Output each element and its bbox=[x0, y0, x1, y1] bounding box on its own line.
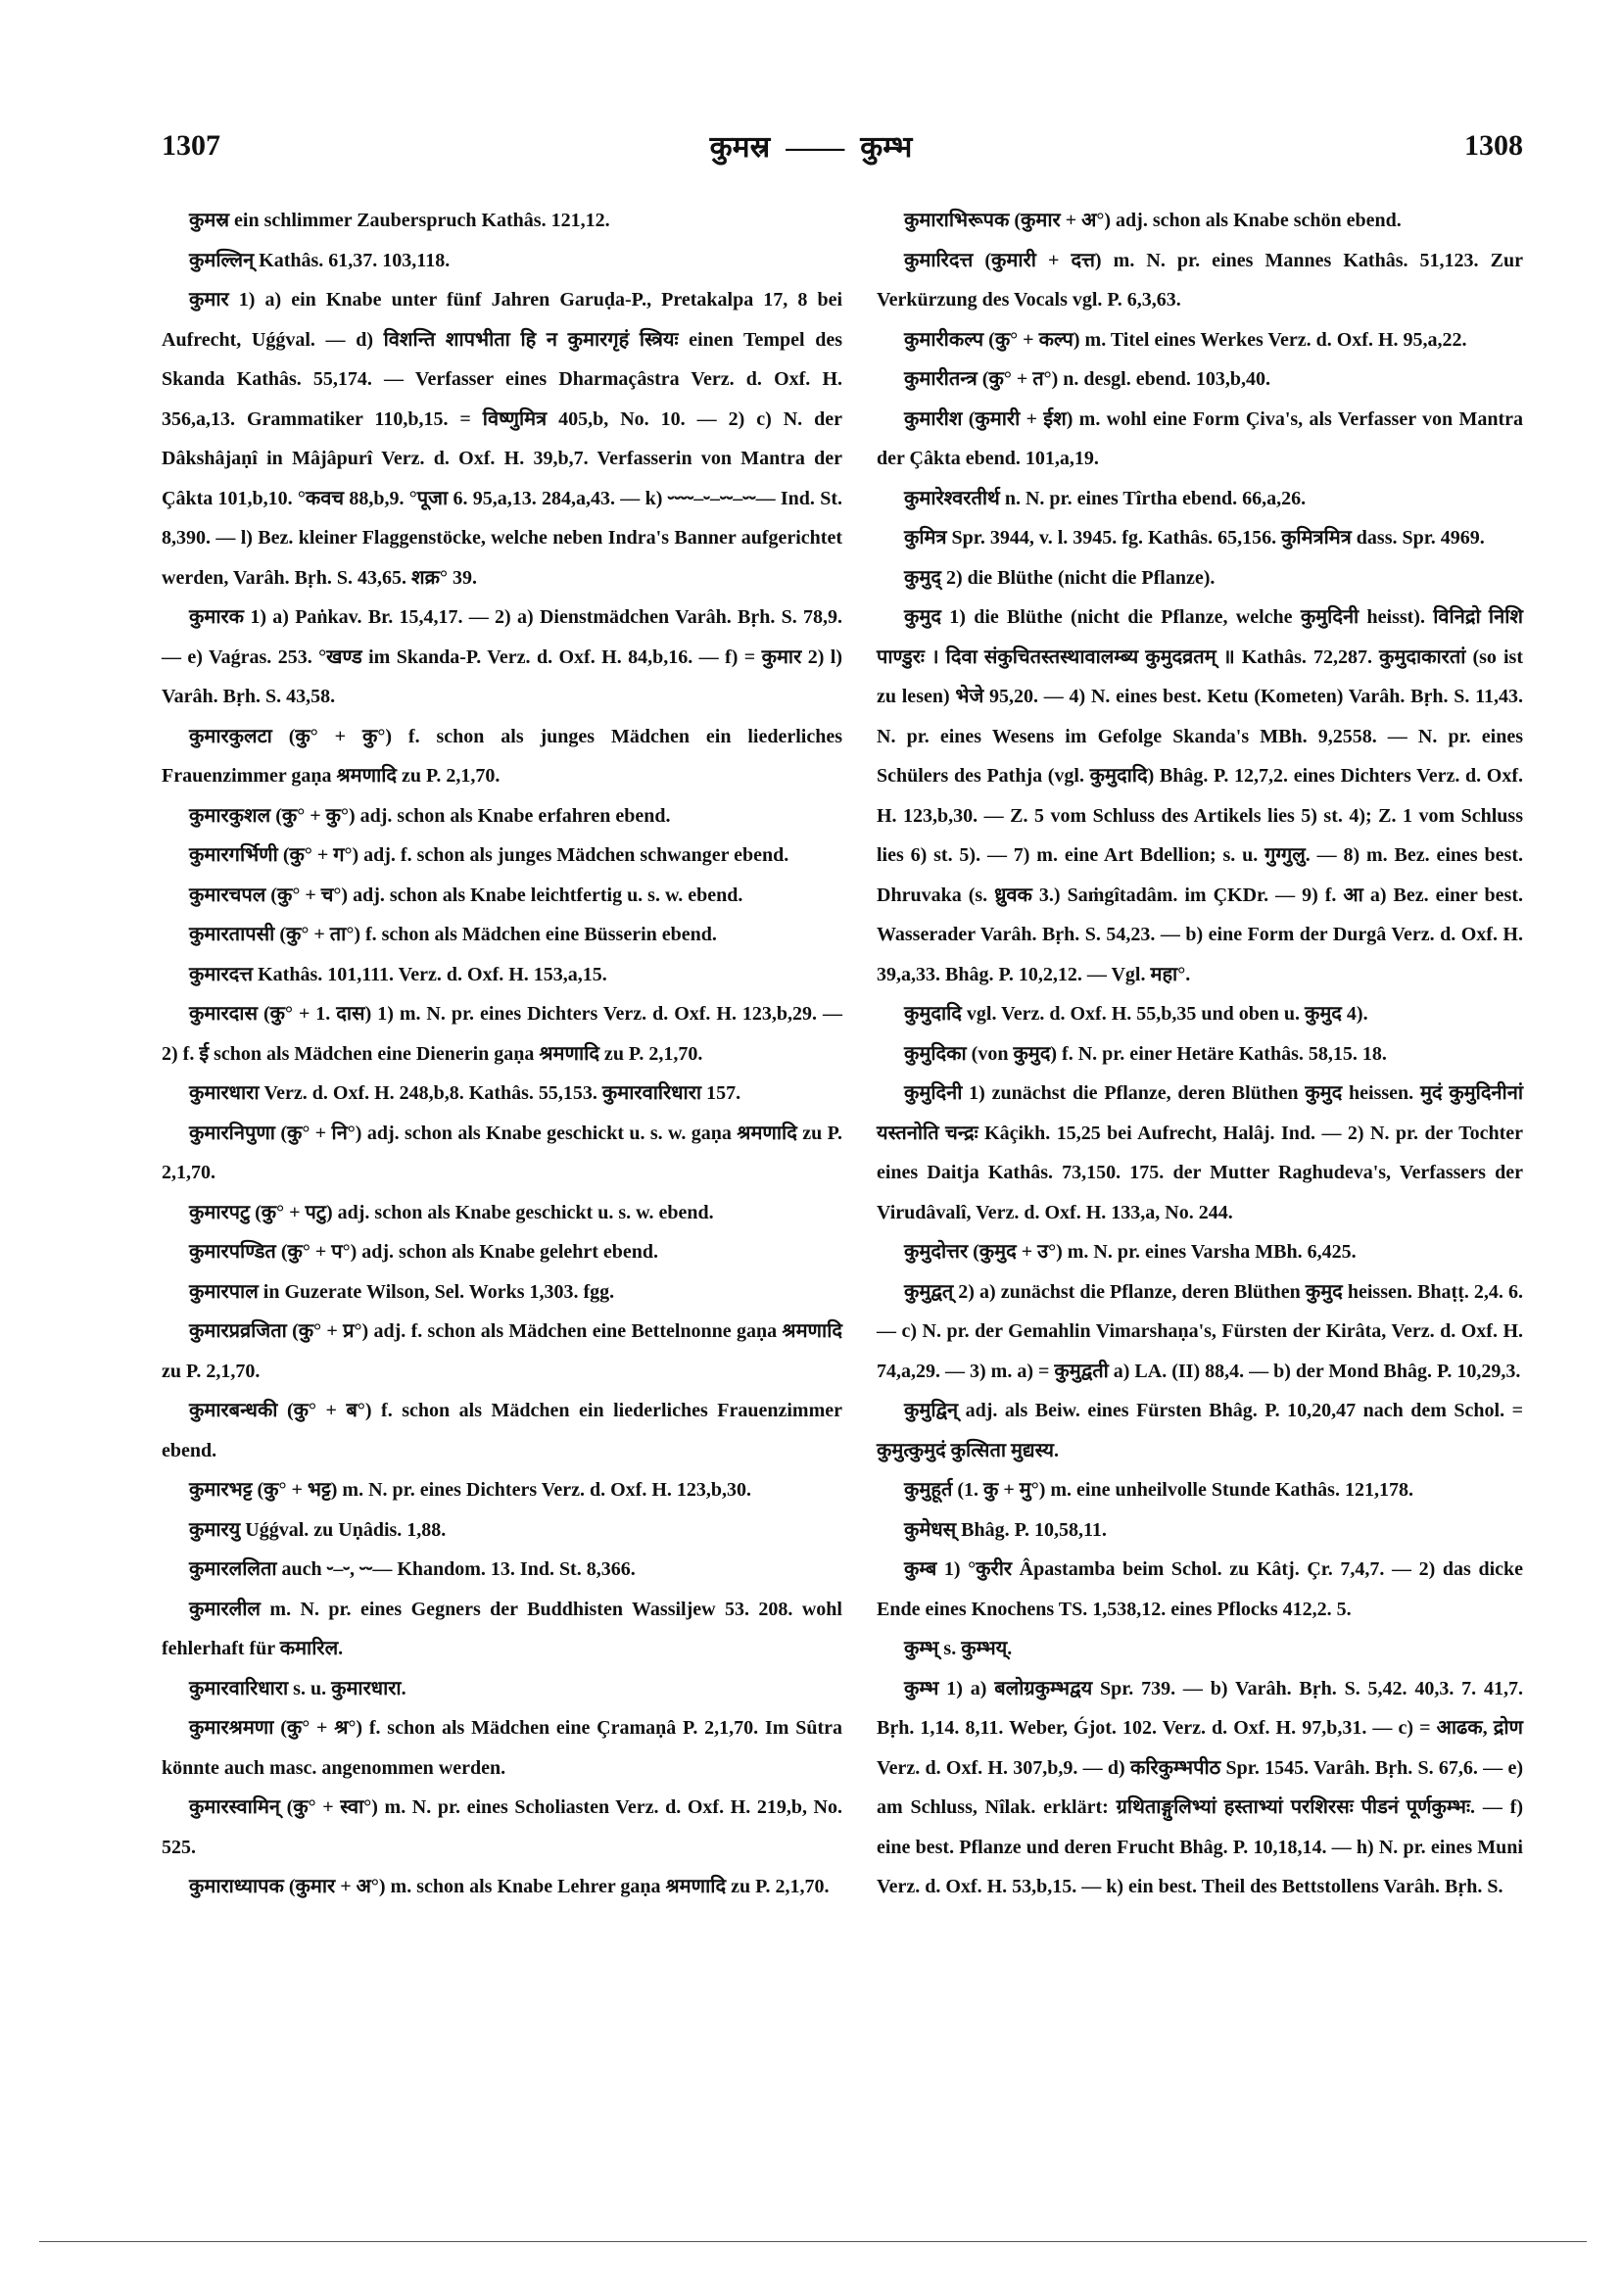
dictionary-entry: कुमारदास (कु° + 1. दास) 1) m. N. pr. eines Dichters Verz. d. Oxf. H. 123,b,29. — 2) f. ई schon als Mädchen eine Dienerin gaṇa श्रमणादि zu P. 2,1,70. bbox=[162, 1003, 842, 1065]
dictionary-entry: कुमुद्वत् 2) a) zunächst die Pflanze, deren Blüthen कुमुद heissen. Bhaṭṭ. 2,4. 6. — c) N. pr. der Gemahlin Vimarshaṇa's, Fürsten der Kirâta, Verz. d. Oxf. H. 74,a,29. — 3) m. a) = कुमुद्वती a) LA. (II) 88,4. — b) der Mond Bhâg. P. 10,29,3. bbox=[877, 1280, 1523, 1382]
dictionary-entry: कुमारकुशल (कु° + कु°) adj. schon als Knabe erfahren ebend. bbox=[189, 804, 671, 827]
dictionary-entry: कुमुदिनी 1) zunächst die Pflanze, deren Blüthen कुमुद heissen. मुदं कुमुदिनीनां यस्तनोति चन्द्रः Kâçikh. 15,25 bei Aufrecht, Halâj. Ind. — 2) N. pr. der Tochter eines Daitja Kathâs. 73,150. 175. der Mutter Raghudeva's, Verfassers der Virudâvalî, Verz. d. Oxf. H. 133,a, No. 244. bbox=[877, 1082, 1523, 1223]
dictionary-entry: कुमाराभिरूपक (कुमार + अ°) adj. schon als Knabe schön ebend. bbox=[904, 210, 1402, 231]
footer-rule bbox=[39, 2241, 1587, 2242]
dictionary-entry: कुमल्लिन् Kathâs. 61,37. 103,118. bbox=[189, 249, 451, 271]
page-number-right: 1308 bbox=[1464, 129, 1523, 162]
dictionary-entry: कुमारलील m. N. pr. eines Gegners der Buddhisten Wassiljew 53. 208. wohl fehlerhaft für कमारिल. bbox=[162, 1598, 842, 1659]
dictionary-entry: कुम्भ 1) a) बलोग्रकुम्भद्वय Spr. 739. — b) Varâh. Bṛh. S. 5,42. 40,3. 7. 41,7. Bṛh. 1,14. 8,11. Weber, Ǵjot. 102. Verz. d. Oxf. H. 97,b,31. — c) = आढक, द्रोण Verz. d. Oxf. H. 307,b,9. — d) करिकुम्भपीठ Spr. 1545. Varâh. Bṛh. S. 67,6. — e) am Schluss, Nîlak. erklärt: ग्रथिताङ्गुलिभ्यां हस्ताभ्यां परशिरसः पीडनं पूर्णकुम्भः. — f) eine best. Pflanze und deren Frucht Bhâg. P. 10,18,14. — h) N. pr. eines Muni Verz. d. Oxf. H. 53,b,15. — k) ein best. Theil des Bettstollens Varâh. Bṛh. S. bbox=[877, 1677, 1523, 1897]
dictionary-entry: कुमारपटु (कु° + पटु) adj. schon als Knabe geschickt u. s. w. ebend. bbox=[189, 1201, 714, 1223]
dictionary-entry: कुमारललिता auch ⏑–⏑, ⏑⏑–– Khandom. 13. Ind. St. 8,366. bbox=[189, 1558, 636, 1580]
dictionary-entry: कुमारीश (कुमारी + ईश) m. wohl eine Form Çiva's, als Verfasser von Mantra der Çâkta ebend. 101,a,19. bbox=[877, 407, 1523, 469]
dictionary-entry: कुमुदिका (von कुमुद) f. N. pr. einer Hetäre Kathâs. 58,15. 18. bbox=[904, 1042, 1387, 1065]
dictionary-entry: कुमारयु Uǵǵval. zu Uṇâdis. 1,88. bbox=[189, 1518, 447, 1541]
dictionary-entry: कुमारबन्धकी (कु° + ब°) f. schon als Mädchen ein liederliches Frauenzimmer ebend. bbox=[162, 1400, 842, 1461]
dictionary-entry: कुमुद्विन् adj. als Beiw. eines Fürsten Bhâg. P. 10,20,47 nach dem Schol. = कुमुत्कुमुदं कुत्सिता मुद्यस्य. bbox=[877, 1400, 1523, 1461]
dictionary-entry: कुमारवारिधारा s. u. कुमारधारा. bbox=[189, 1677, 406, 1699]
running-head-last-word: कुम्भ bbox=[860, 131, 913, 164]
dictionary-entry: कुमाराध्यापक (कुमार + अ°) m. schon als Knabe Lehrer gaṇa श्रमणादि zu P. 2,1,70. bbox=[189, 1876, 830, 1897]
dictionary-entry: कुमारीतन्त्र (कु° + त°) n. desgl. ebend. 103,b,40. bbox=[904, 368, 1270, 390]
dictionary-entry: कुमारस्वामिन् (कु° + स्वा°) m. N. pr. eines Scholiasten Verz. d. Oxf. H. 219,b, No. 525. bbox=[162, 1796, 842, 1858]
dictionary-entry: कुमुद् 2) die Blüthe (nicht die Pflanze). bbox=[904, 566, 1216, 589]
dictionary-entry: कुमारभट्ट (कु° + भट्ट) m. N. pr. eines Dichters Verz. d. Oxf. H. 123,b,30. bbox=[189, 1479, 752, 1501]
running-head-first-word: कुमस्र bbox=[709, 131, 771, 164]
dictionary-entry: कुमारीकल्प (कु° + कल्प) m. Titel eines Werkes Verz. d. Oxf. H. 95,a,22. bbox=[904, 328, 1467, 351]
dictionary-entry: कुमारतापसी (कु° + ता°) f. schon als Mädchen eine Büsserin ebend. bbox=[189, 924, 717, 945]
dictionary-entry: कुमारक 1) a) Paṅkav. Br. 15,4,17. — 2) a) Dienstmädchen Varâh. Bṛh. S. 78,9. — e) Vaǵras. 253. °खण्ड im Skanda-P. Verz. d. Oxf. H. 84,b,16. — f) = कुमार 2) l) Varâh. Bṛh. S. 43,58. bbox=[162, 606, 842, 707]
page-number-left: 1307 bbox=[162, 129, 220, 162]
right-column bbox=[877, 201, 1523, 1907]
dictionary-entry: कुमारपण्डित (कु° + प°) adj. schon als Knabe gelehrt ebend. bbox=[189, 1241, 659, 1263]
running-head bbox=[0, 125, 1622, 166]
dictionary-entry: कुमस्र ein schlimmer Zauberspruch Kathâs. 121,12. bbox=[189, 210, 610, 231]
dictionary-entry: कुमारधारा Verz. d. Oxf. H. 248,b,8. Kathâs. 55,153. कुमारवारिधारा 157. bbox=[189, 1082, 741, 1104]
dictionary-entry: कुमुद 1) die Blüthe (nicht die Pflanze, welche कुमुदिनी heisst). विनिद्रो निशि पाण्डुरः । दिवा संकुचितस्तस्थावालम्ब्य कुमुदव्रतम् ॥ Kathâs. 72,287. कुमुदाकारतां (so ist zu lesen) भेजे 95,20. — 4) N. eines best. Ketu (Kometen) Varâh. Bṛh. S. 11,43. N. pr. eines Wesens im Gefolge Skanda's MBh. 9,2558. — N. pr. eines Schülers des Pathja (vgl. कुमुदादि) Bhâg. P. 12,7,2. eines Dichters Verz. d. Oxf. H. 123,b,30. — Z. 5 vom Schluss des Artikels lies 5) st. 4); Z. 1 vom Schluss lies 6) st. 5). — 7) m. eine Art Bdellion; s. u. गुग्गुलु. — 8) m. Bez. eines best. Dhruvaka (s. ध्रुवक 3.) Saṁgîtadâm. im ÇKDr. — 9) f. आ a) Bez. einer best. Wasserader Varâh. Bṛh. S. 54,23. — b) eine Form der Durgâ Verz. d. Oxf. H. 39,a,33. Bhâg. P. 10,2,12. — Vgl. महा°. bbox=[877, 606, 1523, 985]
dictionary-entry: कुमारिदत्त (कुमारी + दत्त) m. N. pr. eines Mannes Kathâs. 51,123. Zur Verkürzung des Vocals vgl. P. 6,3,63. bbox=[877, 249, 1523, 311]
left-column bbox=[162, 201, 842, 1907]
running-head-dash: —— bbox=[786, 131, 845, 164]
dictionary-entry: कुमुहूर्त (1. कु + मु°) m. eine unheilvolle Stunde Kathâs. 121,178. bbox=[904, 1479, 1413, 1501]
dictionary-entry: कुमारचपल (कु° + च°) adj. schon als Knabe leichtfertig u. s. w. ebend. bbox=[189, 884, 743, 906]
dictionary-entry: कुमारकुलटा (कु° + कु°) f. schon als junges Mädchen ein liederliches Frauenzimmer gaṇa श्रमणादि zu P. 2,1,70. bbox=[162, 725, 842, 787]
dictionary-entry: कुमुदोत्तर (कुमुद + उ°) m. N. pr. eines Varsha MBh. 6,425. bbox=[904, 1241, 1357, 1263]
dictionary-entry: कुमारेश्वरतीर्थ n. N. pr. eines Tîrtha ebend. 66,a,26. bbox=[904, 487, 1307, 509]
dictionary-entry: कुम्ब 1) °कुरीर Âpastamba beim Schol. zu Kâtj. Çr. 7,4,7. — 2) das dicke Ende eines Knochens TS. 1,538,12. eines Pflocks 412,2. 5. bbox=[877, 1558, 1523, 1620]
dictionary-entry: कुमारनिपुणा (कु° + नि°) adj. schon als Knabe geschickt u. s. w. gaṇa श्रमणादि zu P. 2,1,70. bbox=[162, 1122, 842, 1183]
dictionary-entry: कुमित्र Spr. 3944, v. l. 3945. fg. Kathâs. 65,156. कुमित्रमित्र dass. Spr. 4969. bbox=[904, 527, 1485, 549]
dictionary-entry: कुम्भ् s. कुम्भय्. bbox=[904, 1638, 1013, 1659]
dictionary-entry: कुमारप्रव्रजिता (कु° + प्र°) adj. f. schon als Mädchen eine Bettelnonne gaṇa श्रमणादि zu P. 2,1,70. bbox=[162, 1320, 842, 1382]
dictionary-entry: कुमारगर्भिणी (कु° + ग°) adj. f. schon als junges Mädchen schwanger ebend. bbox=[189, 844, 789, 866]
dictionary-entry: कुमारपाल in Guzerate Wilson, Sel. Works 1,303. fgg. bbox=[189, 1280, 615, 1303]
dictionary-entry: कुमेधस् Bhâg. P. 10,58,11. bbox=[904, 1518, 1107, 1541]
dictionary-entry: कुमुदादि vgl. Verz. d. Oxf. H. 55,b,35 und oben u. कुमुद 4). bbox=[904, 1003, 1368, 1025]
dictionary-entry: कुमारश्रमणा (कु° + श्र°) f. schon als Mädchen eine Çramaṇâ P. 2,1,70. Im Sûtra könnte auch masc. angenommen werden. bbox=[162, 1717, 842, 1779]
dictionary-entry: कुमार 1) a) ein Knabe unter fünf Jahren Garuḍa-P., Pretakalpa 17, 8 bei Aufrecht, Uǵǵval. — d) विशन्ति शापभीता हि न कुमारगृहं स्त्रियः einen Tempel des Skanda Kathâs. 55,174. — Verfasser eines Dharmaçâstra Verz. d. Oxf. H. 356,a,13. Grammatiker 110,b,15. = विष्णुमित्र 405,b, No. 10. — 2) c) N. der Dâkshâjaṇî in Mâjâpurî Verz. d. Oxf. H. 39,b,7. Verfasserin von Mantra der Çâkta 101,b,10. °कवच 88,b,9. °पूजा 6. 95,a,13. 284,a,43. — k) ⏑⏑⏑⏑–⏑–⏑⏑–⏑⏑–– Ind. St. 8,390. — l) Bez. kleiner Flaggenstöcke, welche neben Indra's Banner aufgerichtet werden, Varâh. Bṛh. S. 43,65. शक्र° 39. bbox=[162, 289, 842, 589]
dictionary-entry: कुमारदत्त Kathâs. 101,111. Verz. d. Oxf. H. 153,a,15. bbox=[189, 963, 607, 985]
